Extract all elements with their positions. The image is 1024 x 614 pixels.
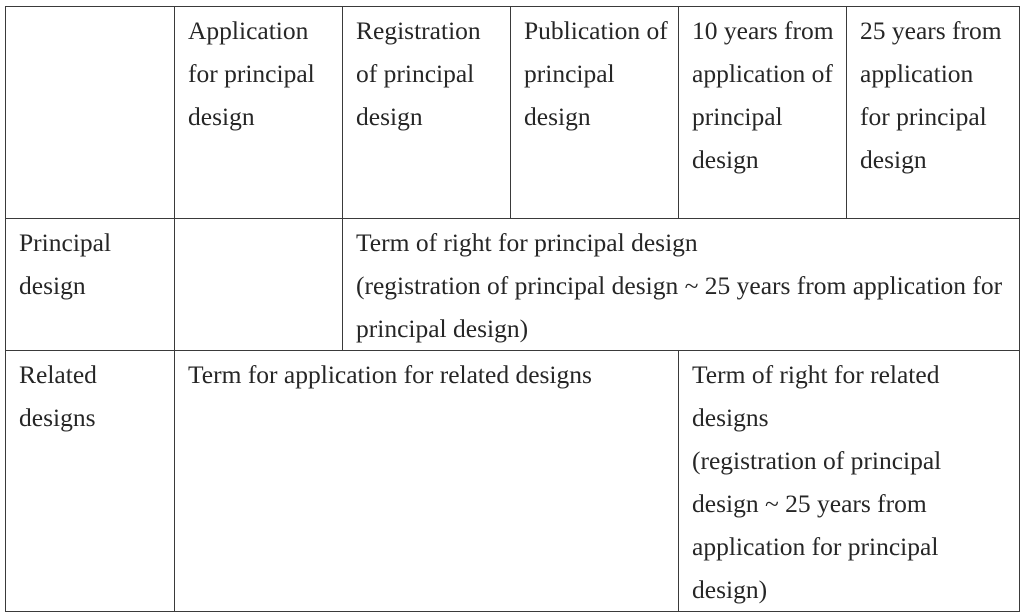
- header-row: [6, 7, 1020, 219]
- principal-term-title: Term of right for principal design: [356, 228, 698, 257]
- corner-cell: [6, 7, 175, 219]
- related-right-term-cell: [679, 351, 1020, 612]
- principal-design-row: [6, 219, 1020, 351]
- related-right-term-title: Term of right for related designs: [692, 360, 940, 432]
- related-application-term: Term for application for related designs: [175, 351, 679, 612]
- header-publication-principal: Publication of principal design: [511, 7, 679, 219]
- principal-design-label: Principal design: [6, 219, 175, 351]
- related-designs-row: [6, 351, 1020, 612]
- header-registration-principal: Registration of principal design: [343, 7, 511, 219]
- principal-term-cell: [343, 219, 1020, 351]
- principal-empty-cell: [175, 219, 343, 351]
- design-term-table: [5, 6, 1020, 612]
- related-right-term-detail: (registration of principal design ~ 25 years from application for principal design): [692, 446, 942, 604]
- header-application-principal: Application for principal design: [175, 7, 343, 219]
- principal-term-detail: (registration of principal design ~ 25 years from application for principal design): [356, 271, 1003, 343]
- header-25-years: 25 years from application for principal design: [847, 7, 1020, 219]
- related-designs-label: Related designs: [6, 351, 175, 612]
- header-10-years: 10 years from application of principal design: [679, 7, 847, 219]
